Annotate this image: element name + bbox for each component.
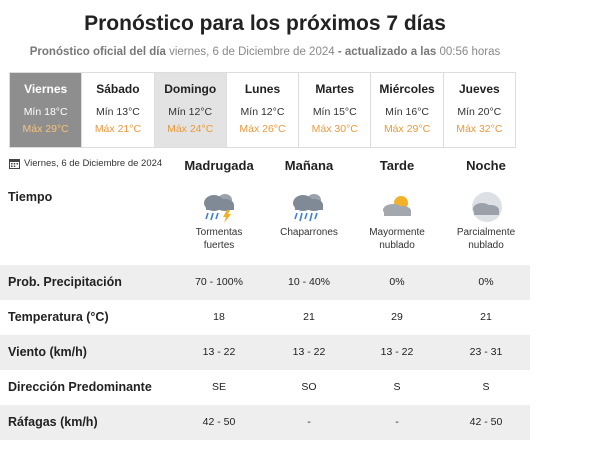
period-noche: Noche bbox=[466, 158, 506, 173]
weather-desc-line: nublado bbox=[468, 240, 504, 251]
day-min: Mín 18°C bbox=[23, 106, 68, 118]
day-min: Mín 20°C bbox=[457, 106, 502, 118]
day-tab-lunes[interactable] bbox=[227, 73, 299, 147]
row-wind bbox=[0, 335, 530, 370]
table-cell: 10 - 40% bbox=[287, 276, 331, 288]
table-cell: S bbox=[482, 381, 490, 393]
row-gusts bbox=[0, 405, 530, 440]
day-tab-viernes[interactable] bbox=[10, 73, 82, 147]
day-name: Miércoles bbox=[379, 82, 435, 96]
table-cell: 21 bbox=[480, 311, 492, 323]
table-cell: S bbox=[393, 381, 401, 393]
table-cell: 21 bbox=[303, 311, 315, 323]
day-max: Máx 32°C bbox=[456, 123, 503, 135]
partly-cloudy-night-icon bbox=[466, 190, 506, 224]
row-label: Prob. Precipitación bbox=[8, 275, 122, 289]
day-tab-domingo[interactable] bbox=[155, 73, 227, 147]
table-cell: SE bbox=[211, 381, 226, 393]
subtitle-time: 00:56 horas bbox=[439, 46, 501, 58]
page-title: Pronóstico para los próximos 7 días bbox=[84, 12, 446, 35]
period-tarde: Tarde bbox=[379, 158, 415, 173]
selected-date-text: Viernes, 6 de Diciembre de 2024 bbox=[24, 158, 163, 169]
table-cell: 13 - 22 bbox=[380, 346, 414, 358]
day-max: Máx 26°C bbox=[239, 123, 286, 135]
table-cell: 0% bbox=[478, 276, 494, 288]
row-precipitation bbox=[0, 265, 530, 300]
weather-desc-tarde bbox=[352, 226, 442, 252]
selected-date bbox=[9, 158, 162, 169]
table-cell: 13 - 22 bbox=[202, 346, 236, 358]
row-label: Dirección Predominante bbox=[8, 380, 152, 394]
thunderstorm-icon bbox=[199, 190, 239, 224]
day-name: Sábado bbox=[96, 82, 140, 96]
row-temperature bbox=[0, 300, 530, 335]
subtitle-mid: - actualizado a las bbox=[337, 46, 437, 58]
table-cell: 70 - 100% bbox=[195, 276, 243, 288]
day-max: Máx 21°C bbox=[94, 123, 142, 135]
day-max: Máx 24°C bbox=[167, 123, 214, 135]
table-cell: 42 - 50 bbox=[469, 416, 503, 428]
weather-desc-line: Parcialmente bbox=[456, 227, 516, 238]
row-direction bbox=[0, 370, 530, 405]
day-tabs bbox=[9, 72, 516, 148]
day-min: Mín 12°C bbox=[168, 106, 213, 118]
calendar-icon bbox=[9, 158, 20, 169]
table-cell: 29 bbox=[391, 311, 403, 323]
table-cell: - bbox=[395, 416, 399, 428]
row-label: Ráfagas (km/h) bbox=[8, 415, 98, 429]
weather-desc-line: fuertes bbox=[203, 240, 235, 251]
row-label: Viento (km/h) bbox=[8, 345, 87, 359]
period-manana: Mañana bbox=[284, 158, 334, 173]
table-cell: 23 - 31 bbox=[469, 346, 503, 358]
weather-desc-line: Chaparrones bbox=[280, 227, 338, 238]
row-label: Temperatura (°C) bbox=[8, 310, 109, 324]
weather-desc-noche bbox=[441, 226, 531, 252]
day-name: Viernes bbox=[24, 82, 68, 96]
day-name: Jueves bbox=[458, 82, 500, 96]
day-name: Domingo bbox=[164, 82, 217, 96]
day-tab-sabado[interactable] bbox=[82, 73, 154, 147]
table-cell: 13 - 22 bbox=[292, 346, 326, 358]
subtitle-date: viernes, 6 de Diciembre de 2024 bbox=[169, 46, 335, 58]
heavy-rain-icon bbox=[288, 190, 328, 224]
weather-desc-line: Tormentas bbox=[195, 227, 243, 238]
day-tab-miercoles[interactable] bbox=[371, 73, 443, 147]
subtitle-prefix: Pronóstico oficial del día bbox=[29, 46, 166, 58]
day-min: Mín 16°C bbox=[385, 106, 429, 118]
table-cell: 0% bbox=[389, 276, 405, 288]
day-name: Martes bbox=[315, 82, 355, 96]
weather-desc-line: nublado bbox=[379, 240, 415, 251]
day-name: Lunes bbox=[244, 82, 281, 96]
forecast-subtitle bbox=[0, 46, 530, 58]
table-cell: 42 - 50 bbox=[202, 416, 236, 428]
table-cell: - bbox=[307, 416, 311, 428]
day-tab-jueves[interactable] bbox=[444, 73, 515, 147]
day-max: Máx 29°C bbox=[383, 123, 431, 135]
day-max: Máx 29°C bbox=[22, 123, 69, 135]
weather-row-label: Tiempo bbox=[8, 190, 53, 204]
table-cell: SO bbox=[301, 381, 317, 393]
day-tab-martes[interactable] bbox=[299, 73, 371, 147]
day-min: Mín 13°C bbox=[95, 106, 140, 118]
day-min: Mín 12°C bbox=[240, 106, 285, 118]
weather-desc-manana bbox=[264, 226, 354, 239]
weather-desc-line: Mayormente bbox=[369, 227, 425, 238]
day-max: Máx 30°C bbox=[311, 123, 358, 135]
period-madrugada: Madrugada bbox=[184, 158, 254, 173]
weather-desc-madrugada bbox=[174, 226, 264, 252]
day-min: Mín 15°C bbox=[312, 106, 357, 118]
table-cell: 18 bbox=[213, 311, 225, 323]
mostly-cloudy-icon bbox=[377, 190, 417, 224]
